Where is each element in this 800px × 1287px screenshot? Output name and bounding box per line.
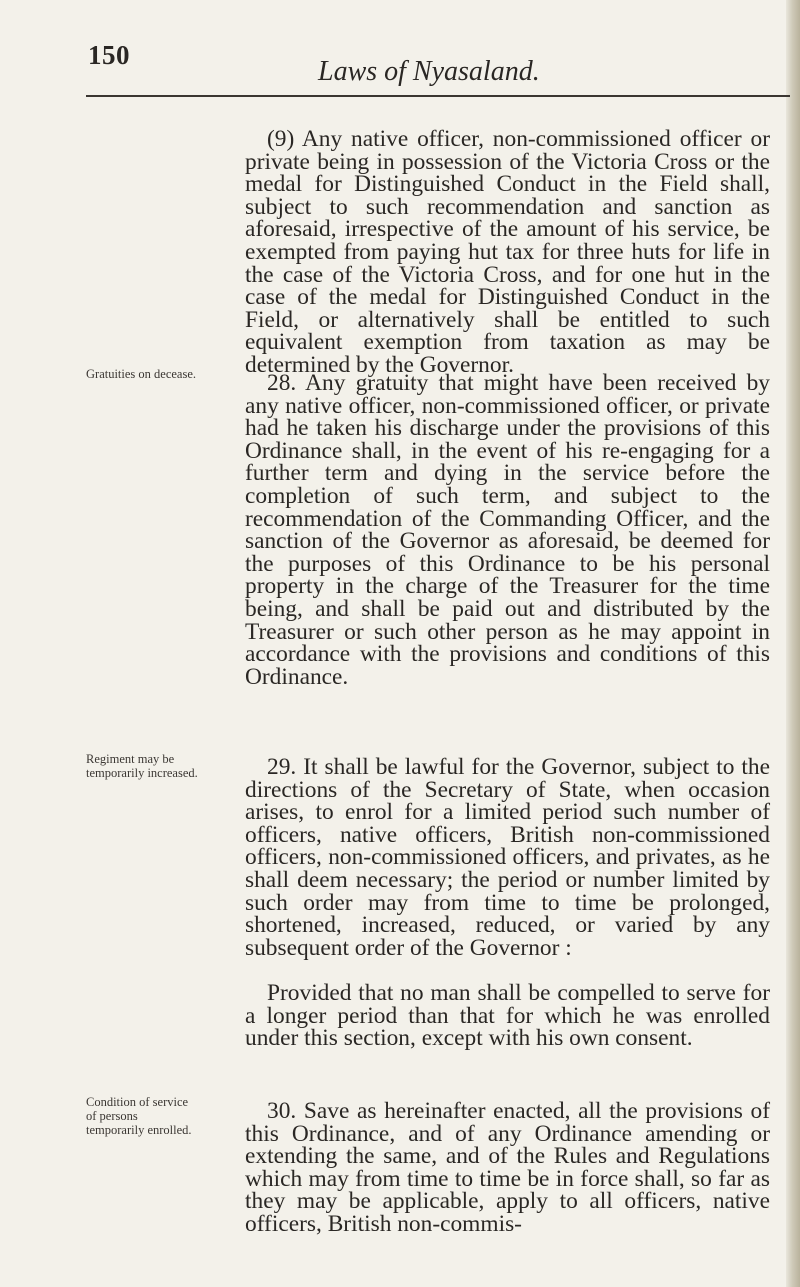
margin-note-gratuities: Gratuities on decease. [86,367,197,381]
header-rule [86,95,790,97]
running-title: Laws of Nyasaland. [318,56,540,87]
paragraph-28: 28. Any gratuity that might have been received by any native officer, non-commissioned officer, or private had he taken his discharge under the provisions of this Ordinance shall, in the event of his re-engaging for a further term and dying in the service before the completion of such term, and subject to the recommendation of the Commanding Officer, and the sanction of the Governor as aforesaid, be deemed for the purposes of this Ordinance to be his personal property in the charge of the Treasurer for the time being, and shall be paid out and distributed by the Treasurer or such other person as he may appoint in accordance with the provisions and conditions of this Ordinance. [245,370,770,690]
page-number: 150 [88,40,130,70]
paragraph-30: 30. Save as hereinafter enacted, all the provisions of this Ordinance, and of any Ordinance amending or extending the same, and of the Rules and Regulations which may from time to time be in force shall, so far as they may be applicable, apply to all officers, native officers, British non-commis- [245,1098,770,1237]
page-edge [786,0,800,1287]
paragraph-proviso: Provided that no man shall be compelled to serve for a longer period than that for which he was enrolled under this section, except with his own consent. [245,980,770,1052]
margin-note-condition: Condition of service of persons temporarily enrolled. [86,1095,192,1137]
paragraph-29: 29. It shall be lawful for the Governor, subject to the directions of the Secretary of State, when occasion arises, to enrol for a limited period such number of officers, native officers, British non-commissioned officers, non-commissioned officers, and privates, as he shall deem necessary; the period or number limited by such order may from time to time be prolonged, shortened, increased, reduced, or varied by any subsequent order of the Governor : [245,754,770,961]
paragraph-9: (9) Any native officer, non-commissioned officer or private being in possession of the Victoria Cross or the medal for Distinguished Conduct in the Field shall, subject to such recommendation and sanction as aforesaid, irrespective of the amount of his service, be exempted from paying hut tax for three huts for life in the case of the Victoria Cross, and for one hut in the case of the medal for Distinguished Conduct in the Field, or alternatively shall be entitled to such equivalent exemption from taxation as may be determined by the Governor. [245,126,770,378]
margin-note-regiment: Regiment may be temporarily increased. [86,752,198,780]
